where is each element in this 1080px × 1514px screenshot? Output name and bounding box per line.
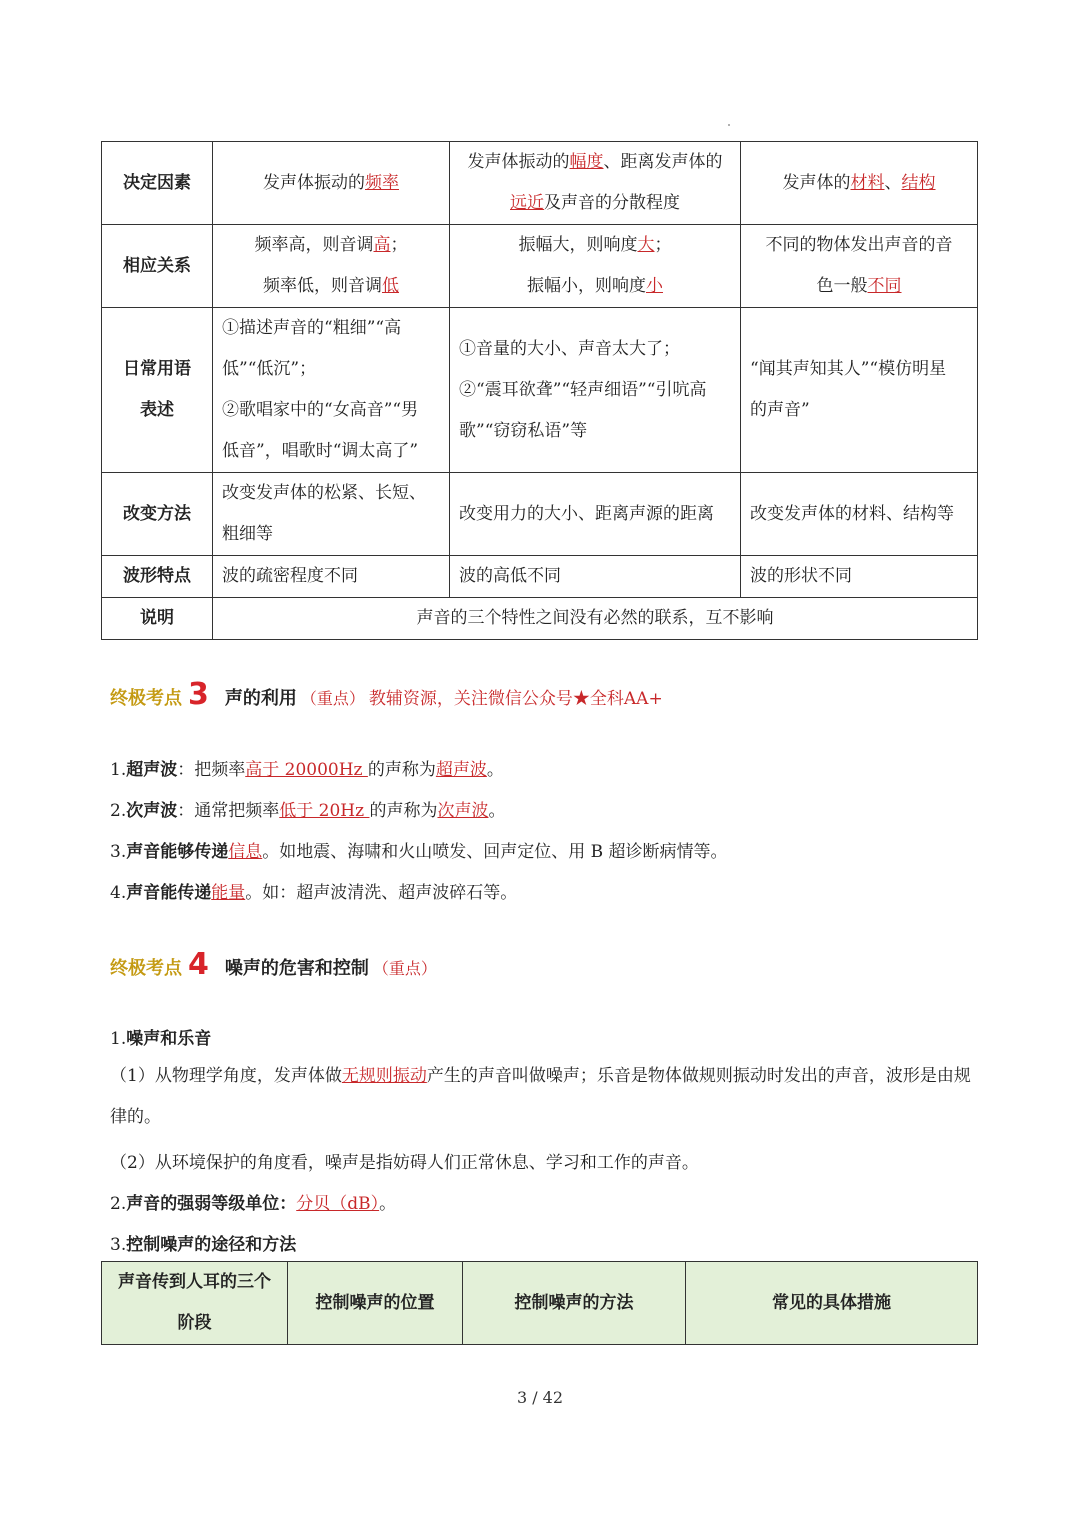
answer-text: 高 [373,235,391,255]
section-number: 3 [188,677,209,712]
table-cell: 波的形状不同 [741,556,978,598]
row-header: 日常用语 表述 [102,308,213,473]
text-run: 、距离发声体的 [603,152,723,172]
answer-text: 无规则振动 [341,1066,427,1086]
row-header: 相应关系 [102,225,213,308]
row-header: 改变方法 [102,473,213,556]
table-cell: 声音的三个特性之间没有必然的联系，互不影响 [213,598,978,640]
text-run: 2. [110,1194,127,1214]
text-run: （2）从环境保护的角度看，噪声是指妨碍人们正常休息、学习和工作的声音。 [110,1153,699,1173]
list-item [110,837,728,862]
text-run: 4. [110,883,127,903]
text-run: 发声体振动的 [263,172,365,193]
section-heading-3 [110,677,663,712]
text-run: 。如：超声波清洗、超声波碎石等。 [245,883,518,903]
section-title: 噪声的危害和控制 [224,958,369,979]
answer-text: 大 [637,235,655,255]
table-cell: 改变用力的大小、距离声源的距离 [450,473,741,556]
text-run: 1. [110,1029,127,1049]
column-header: 声音传到人耳的三个 阶段 [102,1262,288,1345]
header-mark [728,124,730,126]
section-label: 终极考点 [110,688,182,709]
answer-text: 远近 [510,193,544,213]
table-header-row [102,1262,978,1345]
table-row [102,225,978,308]
text-run: ； [654,235,672,255]
paragraph [110,1056,980,1138]
table-cell: 波的高低不同 [450,556,741,598]
list-item [110,878,517,903]
table-cell: ①音量的大小、声音太大了； ②“震耳欲聋”“轻声细语”“引吭高 歌”“窃窃私语”等 [450,308,741,473]
subheading [110,1230,296,1255]
text-run: ：把频率 [177,760,246,780]
column-header: 控制噪声的位置 [288,1262,463,1345]
list-item [110,796,505,821]
list-item [110,755,504,780]
table-cell [213,142,450,225]
text-run: 。 [488,801,506,821]
table-cell: 波的疏密程度不同 [213,556,450,598]
bold-term: 噪声和乐音 [126,1029,212,1049]
text-run: 3. [110,1235,127,1255]
answer-text: 材料 [850,172,885,193]
text-run: 2. [110,801,127,821]
text-run: ； [390,235,408,255]
table-cell [213,225,450,308]
paragraph [110,1148,699,1173]
answer-text: 频率 [365,172,399,193]
sound-characteristics-table [101,141,978,640]
answer-text: 幅度 [569,152,604,172]
table-row [102,556,978,598]
noise-control-table [101,1261,978,1345]
text-run: 的声称为 [367,760,436,780]
text-run: 振幅小，则响度 [527,276,646,296]
text-run: 的声称为 [369,801,438,821]
answer-text: 不同 [867,276,902,296]
text-run: 振幅大，则响度 [518,235,638,255]
table-cell: 改变发声体的松紧、长短、 粗细等 [213,473,450,556]
answer-text: 分贝（dB） [296,1194,380,1214]
text-run: 及声音的分散程度 [544,193,680,213]
table-cell: 改变发声体的材料、结构等 [741,473,978,556]
row-header: 决定因素 [102,142,213,225]
table-cell [450,225,741,308]
text-run: 色一般 [816,276,868,296]
page-number: 3 / 42 [516,1388,564,1407]
table-row [102,598,978,640]
subheading [110,1024,211,1049]
bold-term: 声音能传递 [126,883,212,903]
answer-text: 结构 [901,172,936,193]
text-run: 。 [486,760,504,780]
bold-term: 声音能够传递 [126,842,229,862]
table-row [102,473,978,556]
table-cell: “闻其声知其人”“模仿明星 的声音” [741,308,978,473]
section-tag: （重点） [372,959,437,978]
answer-text: 超声波 [435,760,487,780]
text-run: 、 [884,172,902,193]
answer-text: 低于 20Hz [279,801,370,821]
table-row [102,308,978,473]
bold-term: 超声波 [126,760,178,780]
text-run: 频率高，则音调 [254,235,374,255]
bold-term: 控制噪声的途径和方法 [126,1235,297,1255]
table-cell [741,142,978,225]
text-run: 。 [379,1194,397,1214]
column-header: 控制噪声的方法 [463,1262,686,1345]
text-run: 1. [110,760,127,780]
answer-text: 低 [382,276,399,296]
text-run: 发声体振动的 [467,152,570,172]
section-title: 声的利用 [224,688,297,709]
promo-note: 教辅资源，关注微信公众号★全科AA+ [368,689,663,709]
answer-text: 能量 [211,883,246,903]
answer-text: 次声波 [437,801,489,821]
text-run: 。如地震、海啸和火山喷发、回声定位、用 B 超诊断病情等。 [262,842,728,862]
answer-text: 小 [646,276,663,296]
row-header: 说明 [102,598,213,640]
table-row [102,142,978,225]
column-header: 常见的具体措施 [686,1262,978,1345]
text-run: 3. [110,842,127,862]
text-run: 不同的物体发出声音的音 [765,235,953,255]
text-run: ：通常把频率 [177,801,280,821]
subheading [110,1189,396,1214]
table-cell [450,142,741,225]
bold-term: 声音的强弱等级单位： [126,1194,297,1214]
section-number: 4 [188,947,209,982]
text-run: （1）从物理学角度，发声体做 [110,1066,342,1086]
section-label: 终极考点 [110,958,182,979]
answer-text: 高于 20000Hz [245,760,368,780]
section-tag: （重点） [300,689,365,708]
row-header: 波形特点 [102,556,213,598]
text-run: 频率低，则音调 [263,276,382,296]
section-heading-4 [110,947,437,982]
text-run: 产生的声音叫做噪声；乐音是物体做规则振动时发出的声音，波形是由规律的。 [110,1066,971,1127]
answer-text: 信息 [228,842,263,862]
table-cell: ①描述声音的“粗细”“高 低”“低沉”； ②歌唱家中的“女高音”“男 低音”，唱歌时“调太高了” [213,308,450,473]
text-run: 发声体的 [782,172,851,193]
table-cell [741,225,978,308]
bold-term: 次声波 [126,801,178,821]
